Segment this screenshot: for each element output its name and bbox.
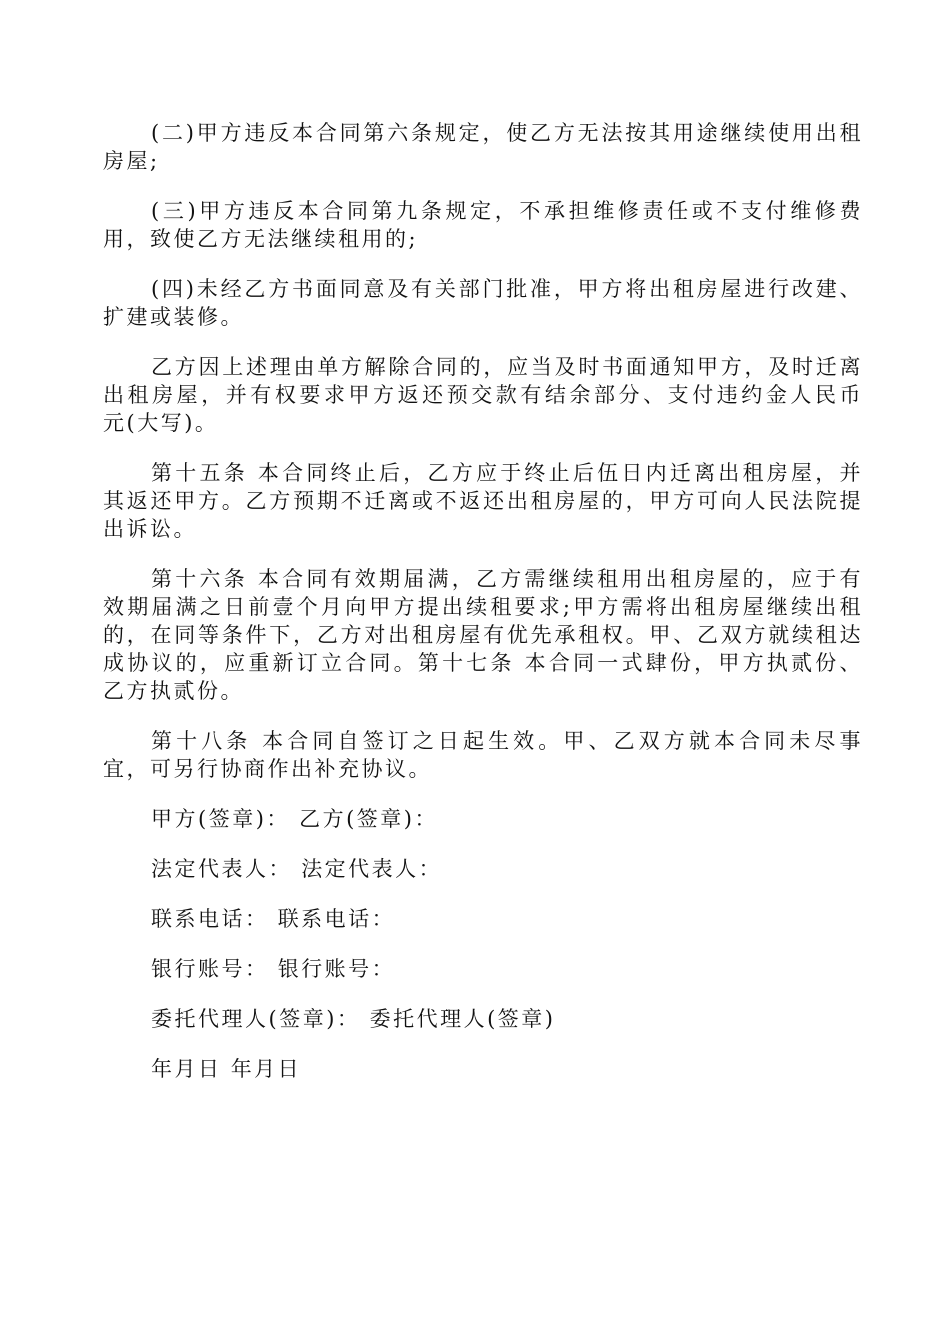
party-a-date-label: 年月日 bbox=[151, 1057, 222, 1081]
party-a-agent-label: 委托代理人(签章)： bbox=[151, 1007, 361, 1031]
clause-item-4: (四)未经乙方书面同意及有关部门批准，甲方将出租房屋进行改建、扩建或装修。 bbox=[103, 277, 863, 329]
clause-item-3: (三)甲方违反本合同第九条规定，不承担维修责任或不支付维修费用，致使乙方无法继续租用的; bbox=[103, 199, 863, 251]
legal-representative-line bbox=[103, 855, 863, 883]
party-b-phone-label: 联系电话： bbox=[277, 907, 396, 931]
party-a-representative-label: 法定代表人： bbox=[151, 857, 292, 881]
party-b-agent-label: 委托代理人(签章) bbox=[369, 1007, 556, 1031]
article-16-17: 第十六条 本合同有效期届满，乙方需继续租用出租房屋的，应于有效期届满之日前壹个月向甲方提出续租要求;甲方需将出租房屋继续出租的，在同等条件下，乙方对出租房屋有优先承租权。甲、乙双方就续租达成协议的，应重新订立合同。第十七条 本合同一式肆份，甲方执贰份、乙方执贰份。 bbox=[103, 567, 863, 703]
party-b-date-label: 年月日 bbox=[230, 1057, 302, 1081]
contract-body bbox=[103, 119, 863, 1105]
party-a-phone-label: 联系电话： bbox=[151, 907, 269, 931]
clause-item-2: (二)甲方违反本合同第六条规定，使乙方无法按其用途继续使用出租房屋; bbox=[103, 121, 863, 173]
party-a-bank-label: 银行账号： bbox=[151, 957, 269, 981]
article-15: 第十五条 本合同终止后，乙方应于终止后伍日内迁离出租房屋，并其返还甲方。乙方预期不迁离或不返还出租房屋的，甲方可向人民法院提出诉讼。 bbox=[103, 461, 863, 541]
party-b-seal-label: 乙方(签章)： bbox=[299, 807, 438, 831]
authorized-agent-line bbox=[103, 1005, 863, 1033]
signature-seal-line bbox=[103, 805, 863, 833]
contact-phone-line bbox=[103, 905, 863, 933]
party-b-representative-label: 法定代表人： bbox=[301, 857, 443, 881]
termination-notice-paragraph: 乙方因上述理由单方解除合同的，应当及时书面通知甲方，及时迁离出租房屋，并有权要求甲方返还预交款有结余部分、支付违约金人民币 元(大写)。 bbox=[103, 355, 863, 435]
party-a-seal-label: 甲方(签章)： bbox=[151, 807, 290, 831]
date-line bbox=[103, 1055, 863, 1083]
article-18: 第十八条 本合同自签订之日起生效。甲、乙双方就本合同未尽事宜，可另行协商作出补充协议。 bbox=[103, 729, 863, 781]
party-b-bank-label: 银行账号： bbox=[277, 957, 396, 981]
bank-account-line bbox=[103, 955, 863, 983]
